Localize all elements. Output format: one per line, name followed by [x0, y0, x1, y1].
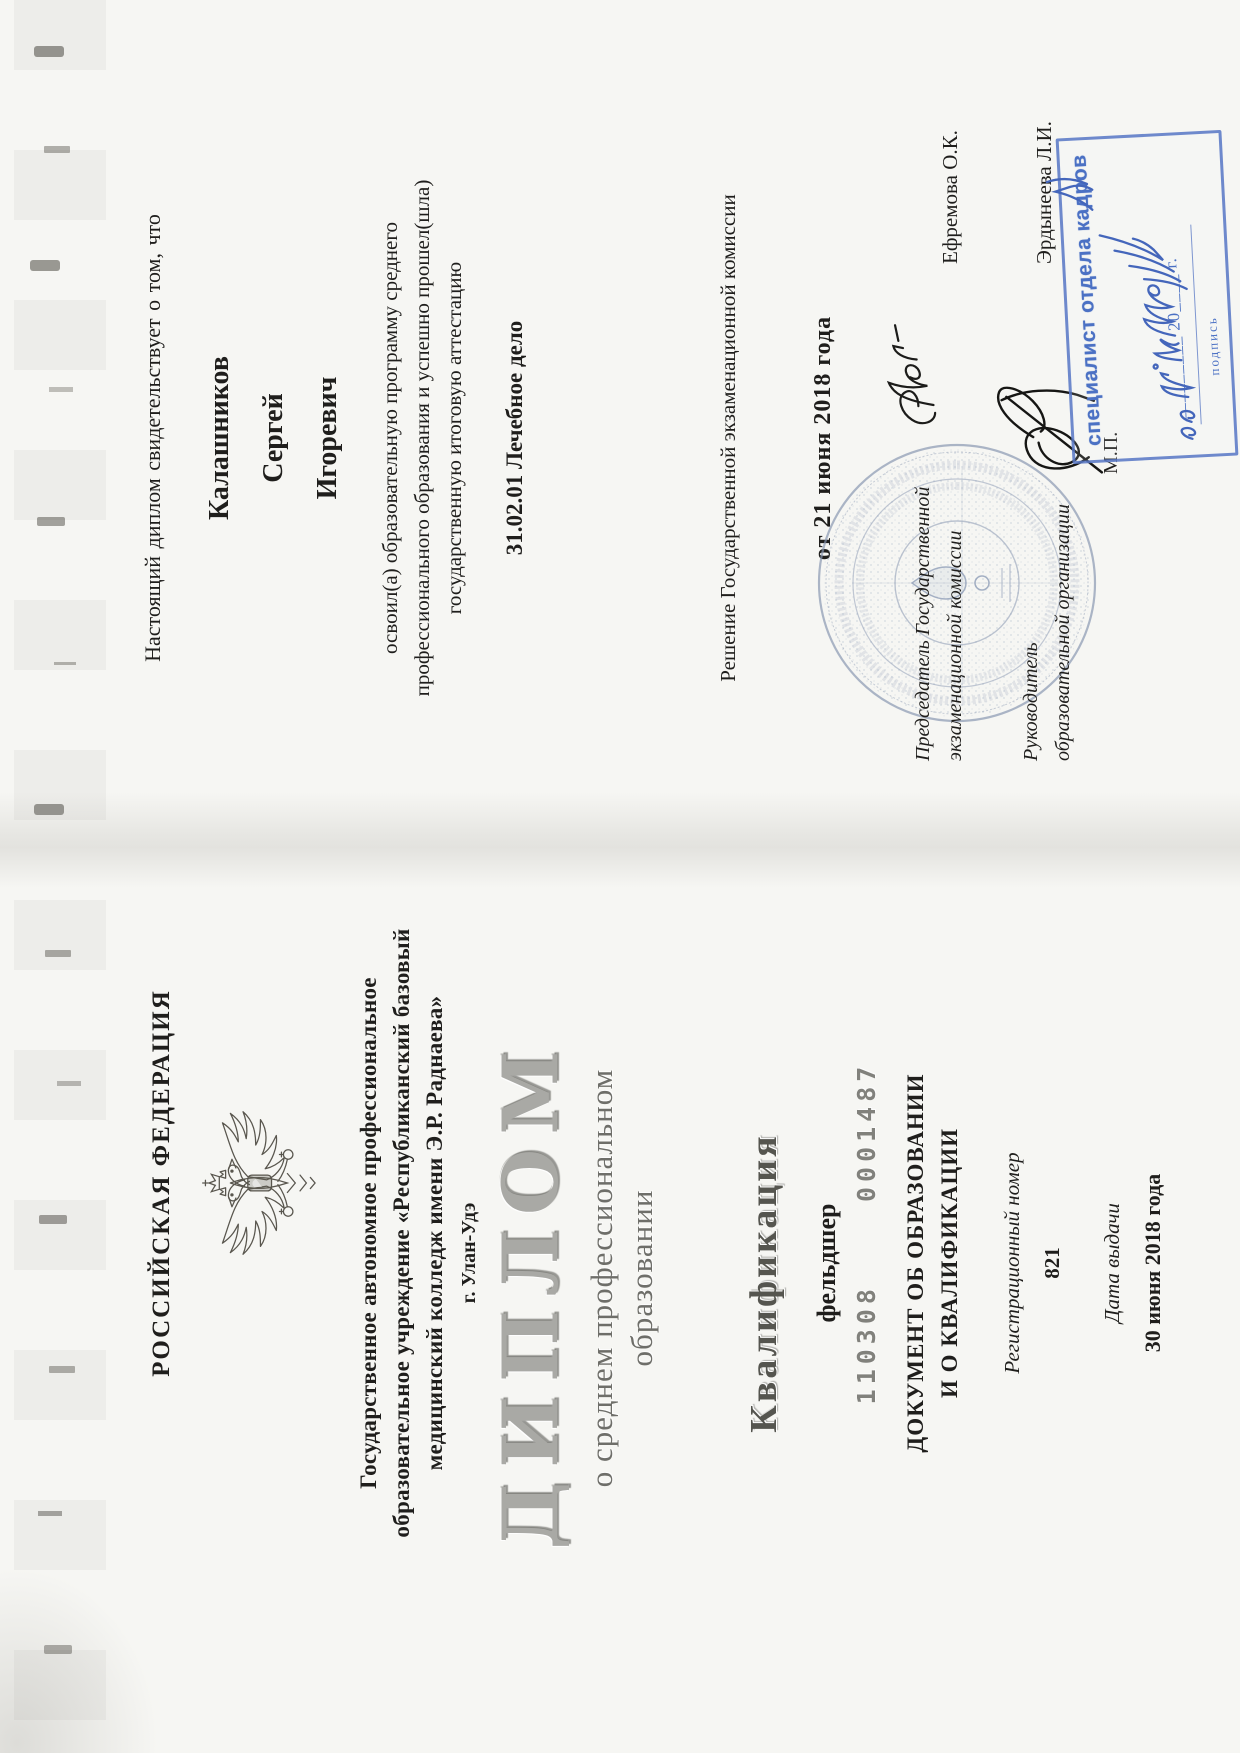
page-fold-shadow — [0, 792, 1240, 888]
country-heading: РОССИЙСКАЯ ФЕДЕРАЦИЯ — [148, 989, 175, 1377]
diploma-serial-number — [852, 803, 881, 1663]
qualification-value: фельдшер — [812, 1203, 841, 1323]
hr-stamp-date-line: _________ 20____ г. — [1160, 256, 1189, 422]
hr-stamp-title: специалист отдела кадров — [1067, 153, 1106, 447]
registration-number-label: Регистрационный номер — [1000, 1152, 1024, 1374]
document-kind-line-1: ДОКУМЕНТ ОБ ОБРАЗОВАНИИ — [903, 1073, 928, 1453]
chairman-signature — [865, 300, 965, 443]
scan-corner-smudge — [0, 1553, 170, 1753]
head-label-line-1: Руководитель — [1020, 642, 1042, 761]
head-name: Эрдынеева Л.И. — [1032, 121, 1056, 264]
registration-number-value: 821 — [1040, 1247, 1064, 1279]
institution-name-line-2: образовательное учреждение «Республиканский базовый — [389, 928, 414, 1538]
holder-first-name: Сергей — [258, 393, 289, 483]
diploma-main-page — [0, 20, 1240, 856]
issue-date-label: Дата выдачи — [1100, 1203, 1124, 1323]
diploma-subtitle-line-1: о среднем профессиональном — [584, 1068, 619, 1488]
holder-last-name: Калашников — [204, 356, 235, 520]
commission-decision-date: от 21 июня 2018 года — [810, 315, 836, 561]
program-statement-line-2: профессионального образования и успешно прошел(шла) — [410, 179, 434, 697]
diploma-subtitle-line-2: образовании — [624, 1189, 659, 1367]
institution-name-line-3: медицинский колледж имени Э.Р. Раднаева» — [422, 995, 447, 1471]
diploma-title-page — [0, 833, 1240, 1693]
hr-stamp-signature-label: подпись — [1204, 315, 1223, 376]
holder-middle-name: Игоревич — [312, 376, 343, 500]
serial-number: 0001487 — [852, 1061, 881, 1203]
program-statement-line-3: государственную итоговую аттестацию — [442, 261, 466, 615]
scan-edge-artifacts — [34, 46, 64, 57]
commission-decision-line: Решение Государственной экзаменационной комиссии — [716, 194, 740, 682]
chairman-label-line-2: экзаменационной комиссии — [944, 530, 966, 761]
document-kind-line-2: И О КВАЛИФИКАЦИИ — [937, 1127, 962, 1399]
issue-date-value: 30 июня 2018 года — [1140, 1173, 1165, 1353]
hr-stamp-handwriting — [1022, 87, 1240, 477]
program-statement-line-1: освоил(а) образовательную программу среднего — [378, 222, 402, 654]
chairman-label-line-1: Председатель Государственной — [912, 486, 934, 761]
chairman-name: Ефремова О.К. — [938, 130, 962, 264]
hr-stamp — [1056, 130, 1239, 464]
intro-statement: Настоящий диплом свидетельствует о том, что — [140, 214, 165, 662]
qualification-heading: Квалификация — [743, 1133, 785, 1433]
seal-placeholder-label: М.П. — [1100, 431, 1122, 474]
diploma-word-title: ДИПЛОМ — [486, 1036, 575, 1550]
serial-series: 110308 — [852, 1284, 881, 1405]
institution-city: г. Улан-Удэ — [458, 1202, 480, 1304]
specialty-code-and-name: 31.02.01 Лечебное дело — [502, 320, 527, 556]
head-label-line-2: образовательной организации — [1052, 504, 1074, 761]
institution-name-line-1: Государственное автономное профессиональное — [356, 977, 381, 1489]
